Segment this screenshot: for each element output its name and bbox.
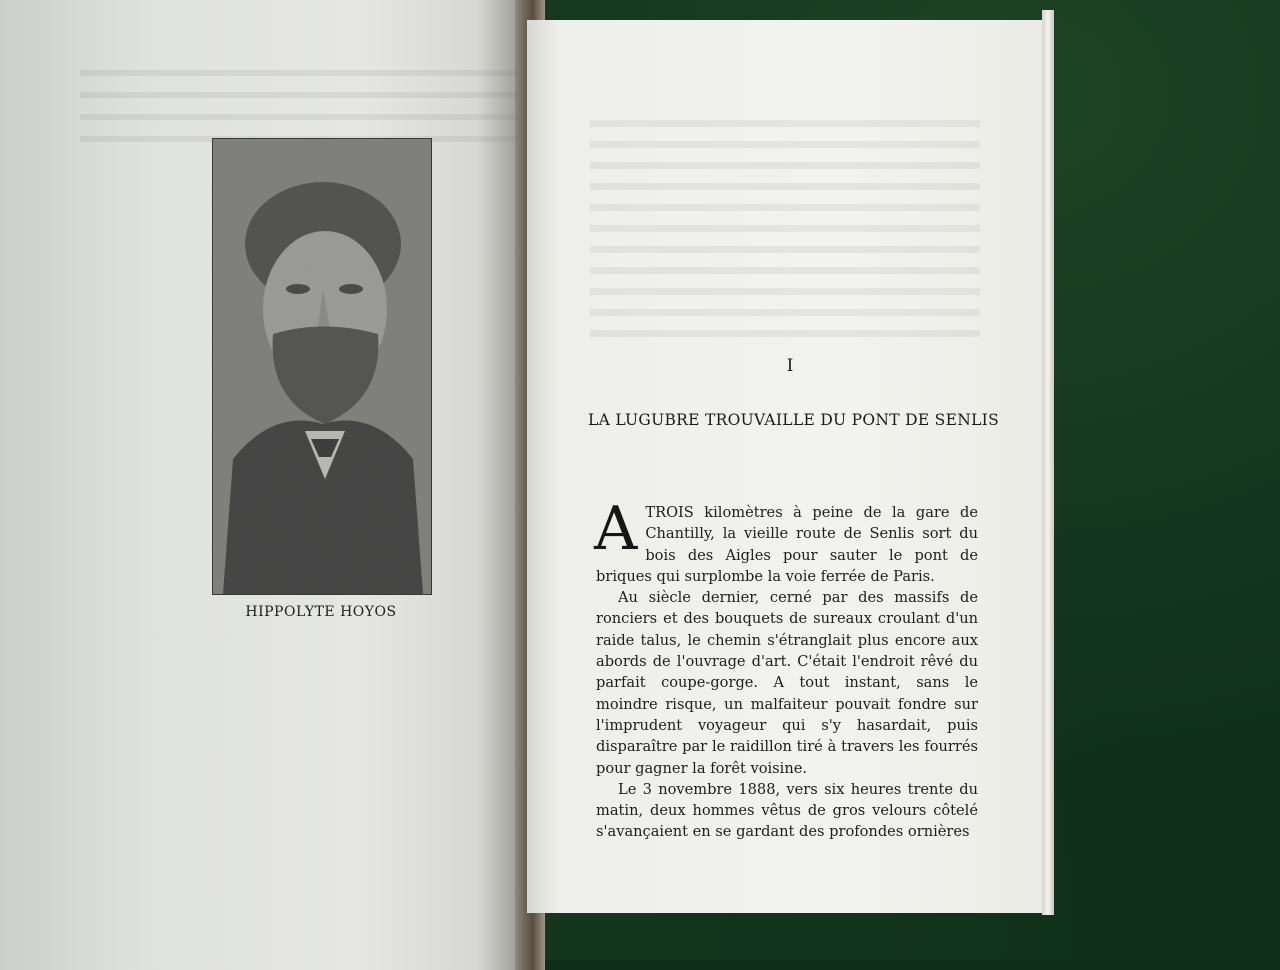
paragraph-1-text: TROIS kilomètres à peine de la gare de Chantilly, la vieille route de Senlis sort du bois des Aigles pour sauter le pont de briques qui surplombe la voie ferrée de Paris. <box>596 504 978 585</box>
drop-cap: A <box>594 494 638 564</box>
chapter-title: LA LUGUBRE TROUVAILLE DU PONT DE SENLIS <box>588 411 1000 429</box>
portrait-photo-icon <box>212 138 432 595</box>
paragraph-1 <box>594 494 978 587</box>
portrait-figure-icon <box>213 139 431 594</box>
portrait-caption: HIPPOLYTE HOYOS <box>245 604 397 620</box>
chapter-number: I <box>786 356 794 376</box>
chapter-body <box>594 494 978 843</box>
page-edge <box>1042 10 1054 915</box>
paragraph-2: Au siècle dernier, cerné par des massifs de ronciers et des bouquets de sureaux croulant d'un raide talus, le chemin s'étranglait plus encore aux abords de l'ouvrage d'art. C'était l'endroit rêvé du parfait coupe-gorge. A tout instant, sans le moindre risque, un malfaiteur pouvait fondre sur l'imprudent voyageur qui s'y hasardait, puis disparaître par le raidillon tiré à travers les fourrés pour gagner la forêt voisine. <box>596 589 978 777</box>
paragraph-3: Le 3 novembre 1888, vers six heures trente du matin, deux hommes vêtus de gros velours côtelé s'avançaient en se gardant des profondes ornières <box>596 780 978 841</box>
